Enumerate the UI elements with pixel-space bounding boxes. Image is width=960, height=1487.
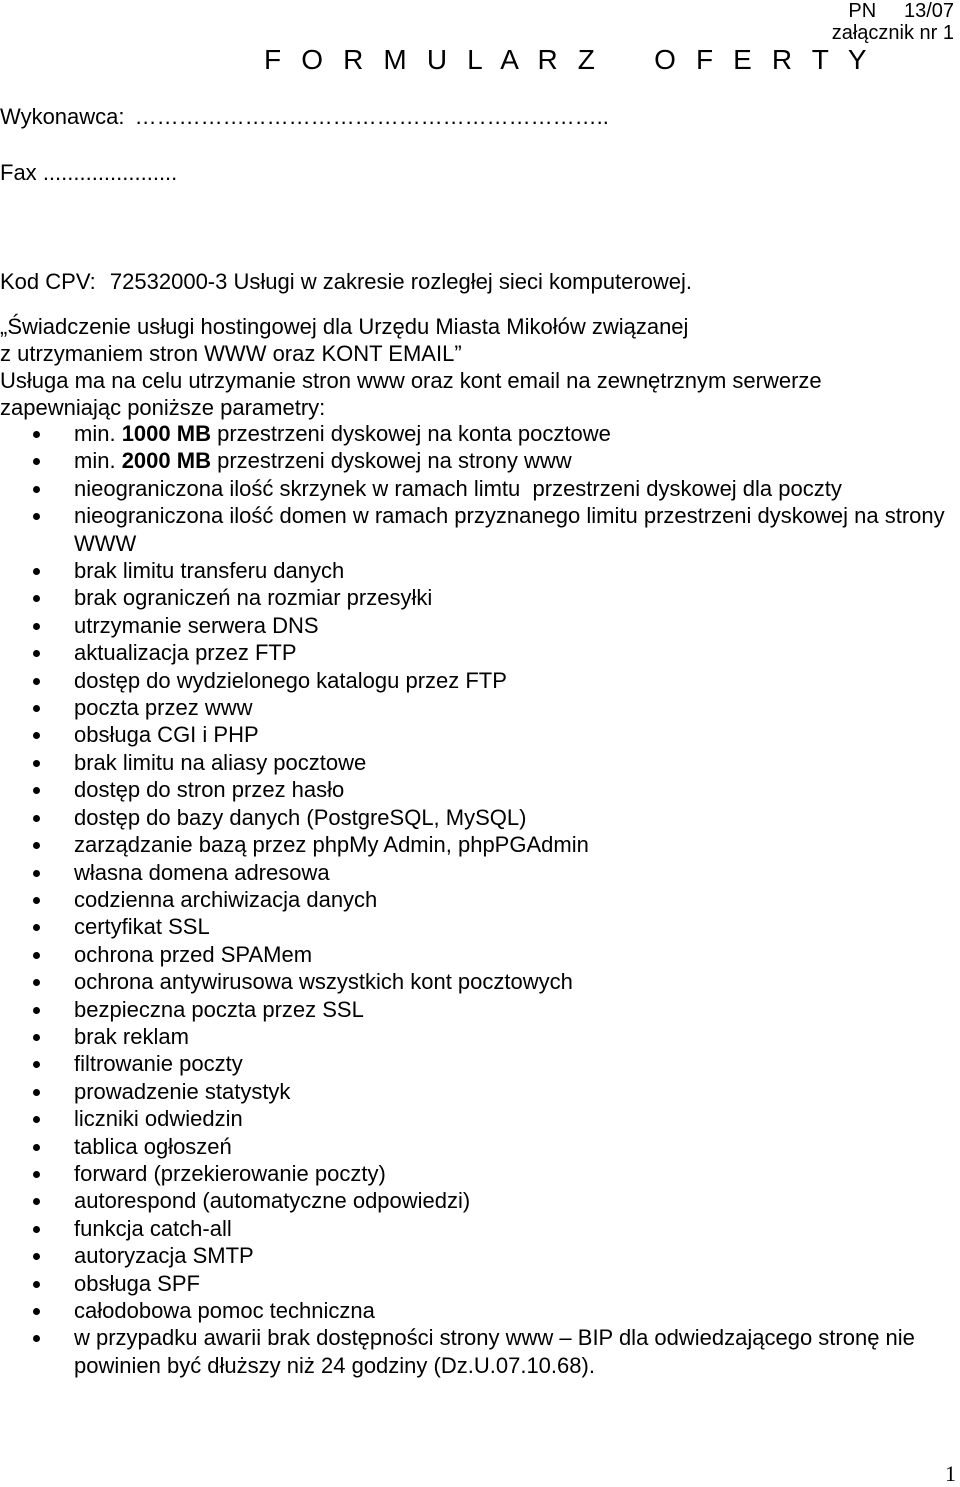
parameter-list-item (0, 1105, 955, 1132)
parameter-list-item (0, 804, 955, 831)
parameter-list-item (0, 1050, 955, 1077)
service-intro (0, 313, 822, 421)
parameters-list (0, 420, 955, 1379)
parameter-text: poczta przez www (74, 695, 253, 721)
parameter-text: w przypadku awarii brak dostępności strony www – BIP dla odwiedzającego stronę nie powinien być dłuższy niż 24 godziny (Dz.U.07.10.68). (74, 1325, 922, 1378)
parameter-list-item (0, 694, 955, 721)
document-reference (832, 0, 954, 44)
parameter-list-item (0, 1023, 955, 1050)
parameter-text: prowadzenie statystyk (74, 1078, 291, 1104)
parameter-list-item (0, 859, 955, 886)
parameter-text: forward (przekierowanie poczty) (74, 1160, 386, 1186)
parameter-prefix: min. (74, 448, 122, 474)
reference-code: PN 13/07 (848, 0, 954, 22)
parameter-list-item (0, 447, 955, 474)
contractor-label: Wykonawca: (0, 104, 125, 129)
parameter-list-item (0, 1160, 955, 1187)
parameter-list-item (0, 502, 955, 557)
parameter-text: przestrzeni dyskowej na strony www (210, 448, 572, 474)
parameter-text: tablica ogłoszeń (74, 1133, 232, 1159)
parameter-amount: 1000 MB (121, 421, 211, 446)
parameter-list-item (0, 475, 955, 502)
parameter-list-item (0, 776, 955, 803)
parameter-list-item (0, 749, 955, 776)
parameter-text: nieograniczona ilość skrzynek w ramach limtu przestrzeni dyskowej dla poczty (74, 475, 842, 501)
parameter-list-item (0, 1187, 955, 1214)
fax-label: Fax (0, 160, 37, 185)
attachment-label: załącznik nr 1 (831, 22, 954, 44)
contractor-line (0, 103, 609, 130)
parameter-prefix: min. (74, 421, 122, 446)
parameter-list-item (0, 721, 955, 748)
parameter-list-item (0, 831, 955, 858)
parameter-text: aktualizacja przez FTP (74, 640, 297, 666)
contractor-fill-dots: ……………………………………………………….. (134, 104, 609, 129)
parameter-list-item (0, 968, 955, 995)
fax-fill-dots: ...................... (42, 160, 178, 185)
parameter-text: brak limitu transferu danych (74, 558, 345, 584)
parameter-text: liczniki odwiedzin (74, 1106, 243, 1132)
parameter-list-item (0, 1297, 955, 1324)
parameter-text: dostęp do bazy danych (PostgreSQL, MySQL) (74, 804, 527, 830)
parameter-text: obsługa CGI i PHP (74, 722, 259, 748)
intro-line-1: „Świadczenie usługi hostingowej dla Urzędu Miasta Mikołów związanej (0, 314, 689, 339)
parameter-list-item (0, 1133, 955, 1160)
parameter-text: filtrowanie poczty (74, 1051, 243, 1077)
parameter-text: dostęp do stron przez hasło (74, 777, 345, 803)
cpv-line (0, 268, 692, 295)
parameter-list-item (0, 941, 955, 968)
page-number: 1 (945, 1461, 956, 1486)
parameter-list-item (0, 557, 955, 584)
parameter-text: brak ograniczeń na rozmiar przesyłki (74, 585, 433, 611)
parameter-list-item (0, 996, 955, 1023)
parameter-amount: 2000 MB (121, 448, 211, 474)
parameter-list-item (0, 420, 955, 447)
parameter-text: autoryzacja SMTP (74, 1243, 254, 1269)
parameter-text: ochrona przed SPAMem (74, 941, 313, 967)
cpv-label: Kod CPV: (0, 269, 96, 294)
parameter-text: funkcja catch-all (74, 1215, 232, 1241)
parameter-text: całodobowa pomoc techniczna (74, 1298, 375, 1323)
intro-line-3: Usługa ma na celu utrzymanie stron www oraz kont email na zewnętrznym serwerze (0, 368, 822, 393)
parameter-text: ochrona antywirusowa wszystkich kont pocztowych (74, 969, 573, 995)
parameter-text: zarządzanie bazą przez phpMy Admin, phpPGAdmin (74, 832, 589, 858)
cpv-description: Usługi w zakresie rozległej sieci komputerowej. (233, 269, 693, 294)
parameter-list-item (0, 1270, 955, 1297)
intro-line-4: zapewniając poniższe parametry: (0, 395, 326, 420)
fax-line (0, 159, 177, 186)
parameter-text: brak reklam (74, 1023, 189, 1049)
parameter-list-item (0, 1078, 955, 1105)
parameter-text: codzienna archiwizacja danych (74, 886, 378, 912)
parameter-text: utrzymanie serwera DNS (74, 612, 319, 638)
intro-line-2: z utrzymaniem stron WWW oraz KONT EMAIL” (0, 341, 462, 366)
parameter-list-item (0, 584, 955, 611)
parameter-text: brak limitu na aliasy pocztowe (74, 749, 367, 775)
parameter-list-item (0, 1242, 955, 1269)
parameter-text: bezpieczna poczta przez SSL (74, 996, 364, 1022)
parameter-list-item (0, 913, 955, 940)
parameter-text: obsługa SPF (74, 1270, 200, 1296)
parameter-text: certyfikat SSL (74, 914, 210, 940)
parameter-text: własna domena adresowa (74, 859, 330, 885)
parameter-list-item (0, 612, 955, 639)
parameter-list-item (0, 1215, 955, 1242)
parameter-text: autorespond (automatyczne odpowiedzi) (74, 1188, 471, 1214)
parameter-list-item (0, 667, 955, 694)
form-title: F O R M U L A R Z O F E R T Y (264, 44, 868, 75)
parameter-text: dostęp do wydzielonego katalogu przez FTP (74, 667, 507, 693)
parameter-list-item (0, 1324, 955, 1379)
parameter-list-item (0, 639, 955, 666)
parameter-text: przestrzeni dyskowej na konta pocztowe (210, 421, 611, 446)
parameter-text: nieograniczona ilość domen w ramach przyznanego limitu przestrzeni dyskowej na strony WWW (74, 503, 951, 556)
cpv-code: 72532000-3 (109, 269, 228, 294)
parameter-list-item (0, 886, 955, 913)
